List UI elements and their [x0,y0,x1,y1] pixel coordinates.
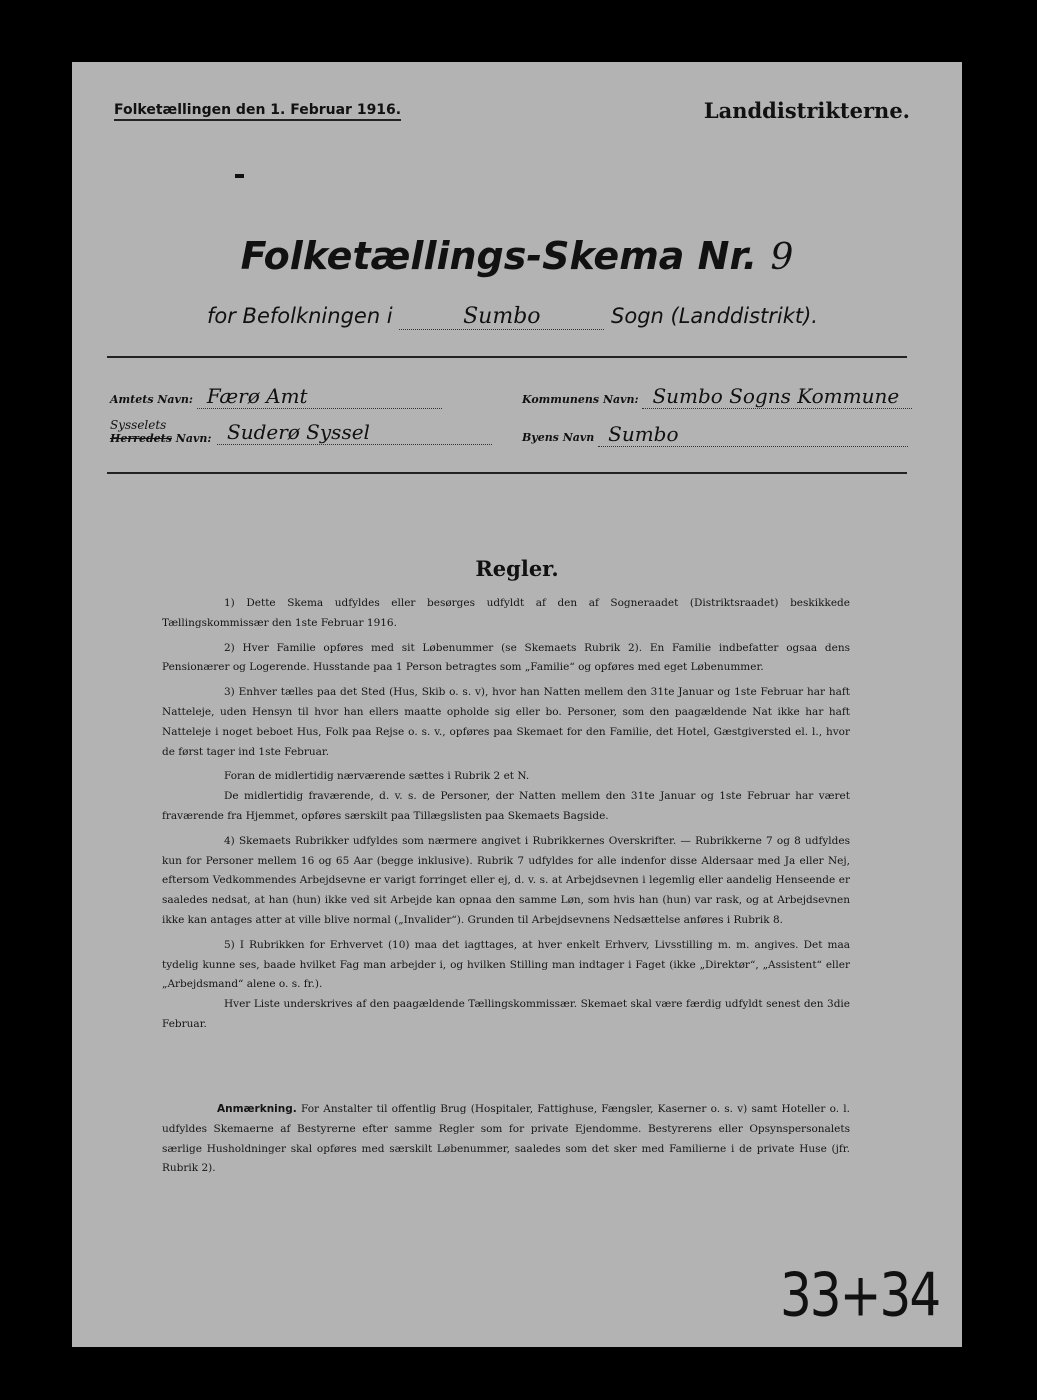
kommune-value: Sumbo Sogns Kommune [642,384,912,409]
by-value: Sumbo [598,422,908,447]
kommune-label: Kommunens Navn: [522,393,639,406]
herred-struck-label: Herredets [110,432,172,445]
remark-paragraph [162,1100,850,1179]
kommune-field [522,384,912,409]
rules-heading: Regler. [475,556,559,581]
rule-3-note-present: Foran de midlertidig nærværende sættes i Rubrik 2 et N. [224,770,530,783]
rule-signature: Hver Liste underskrives af den paagældende Tællingskommissær. Skemaet skal være færdig udfyldt senest den 3die Februar. [162,998,850,1030]
rules-body [162,594,850,1040]
remark-lead: Anmærkning. [217,1103,297,1115]
rule-3: 3) Enhver tælles paa det Sted (Hus, Skib o. s. v), hvor han Natten mellem den 31te Januar og 1ste Februar har haft Natteleje, uden Hensyn til hvor han ellers maatte opholde sig eller bo. Personer, som den paagældende Nat ikke har haft Natteleje i noget beboet Hus, Folk paa Rejse o. s. v., opføres paa Skemaet for den Familie, det Hotel, Gæstgiversted el. l., hvor de først tager ind 1ste Februar. [162,686,850,758]
herred-replacement: Sysselets [110,418,167,432]
form-number-handwritten: 9 [770,237,794,278]
rule-5: 5) I Rubrikken for Erhvervet (10) maa det iagttages, at hver enkelt Erhverv, Livsstilling m. m. angives. Det maa tydelig kunne ses, baade hvilket Fag man arbejder i, og hvilken Stilling man indtager i Faget (ikke „Direktør“, „Assistent“ eller „Arbejdsmand“ alene o. s. fr.). [162,938,850,991]
form-title-printed: Folketællings-Skema Nr. [240,234,758,278]
form-title [72,234,962,278]
amt-value: Færø Amt [197,384,442,409]
census-form-page [72,62,962,1347]
archive-number-handwritten: 33+34 [780,1260,940,1330]
population-line [207,304,818,330]
rule-4: 4) Skemaets Rubrikker udfyldes som nærmere angivet i Rubrikkernes Overskrifter. — Rubrikkerne 7 og 8 udfyldes kun for Personer mellem 16 og 65 Aar (begge inklusive). Rubrik 7 udfyldes for alle indenfor disse Aldersaar med Ja eller Nej, eftersom Vedkommendes Arbejdsevne er varigt forringet eller ej, d. v. s. at Arbejdsevnen i legemlig eller aandelig Henseende er saaledes nedsat, at han (hun) ikke ved sit Arbejde kan opnaa den samme Løn, som hvis han (hun) var rask, og at Arbejdsevnen ikke kan antages atter at ville blive normal („Invalider“). Grunden til Arbejdsevnens Nedsættelse anføres i Rubrik 8. [162,834,850,926]
amt-label: Amtets Navn: [110,393,193,406]
rule-3-note-absent: De midlertidig fraværende, d. v. s. de Personer, der Natten mellem den 31te Januar og 1ste Februar har været fraværende fra Hjemmet, opføres særskilt paa Tillægslisten paa Skemaets Bagside. [162,790,850,822]
by-field [522,422,908,447]
herred-value: Suderø Syssel [217,420,492,445]
rule-1: 1) Dette Skema udfyldes eller besørges udfyldt af den af Sogneraadet (Distriktsraadet) beskikkede Tællingskommissær den 1ste Februar 1916. [162,597,850,629]
rule-2: 2) Hver Familie opføres med sit Løbenummer (se Skemaets Rubrik 2). En Familie indbefatter ogsaa dens Pensionærer og Logerende. Husstande paa 1 Person betragtes som „Familie“ og opføres med eget Løbenummer. [162,641,850,674]
herred-field [110,418,212,445]
population-suffix: Sogn (Landdistrikt). [611,304,818,328]
herred-value-field [217,420,492,445]
population-prefix: for Befolkningen i [207,304,393,328]
divider-bottom [107,472,907,474]
census-date-header: Folketællingen den 1. Februar 1916. [114,102,401,121]
herred-label: Navn: [175,432,212,445]
amt-field [110,384,442,409]
ink-mark [235,174,244,178]
parish-name-handwritten: Sumbo [399,304,604,330]
remark-text: For Anstalter til offentlig Brug (Hospitaler, Fattighuse, Fængsler, Kaserner o. s. v) samt Hoteller o. l. udfyldes Skemaerne af Bestyrerne efter samme Regler som for private Ejendomme. Bestyrerens eller Opsynspersonalets særlige Husholdninger skal opføres med særskilt Løbenummer, saaledes som det sker med Familierne i de private Huse (jfr. Rubrik 2). [162,1103,850,1175]
by-label: Byens Navn [522,431,595,444]
district-type-header: Landdistrikterne. [703,98,910,123]
divider-top [107,356,907,358]
